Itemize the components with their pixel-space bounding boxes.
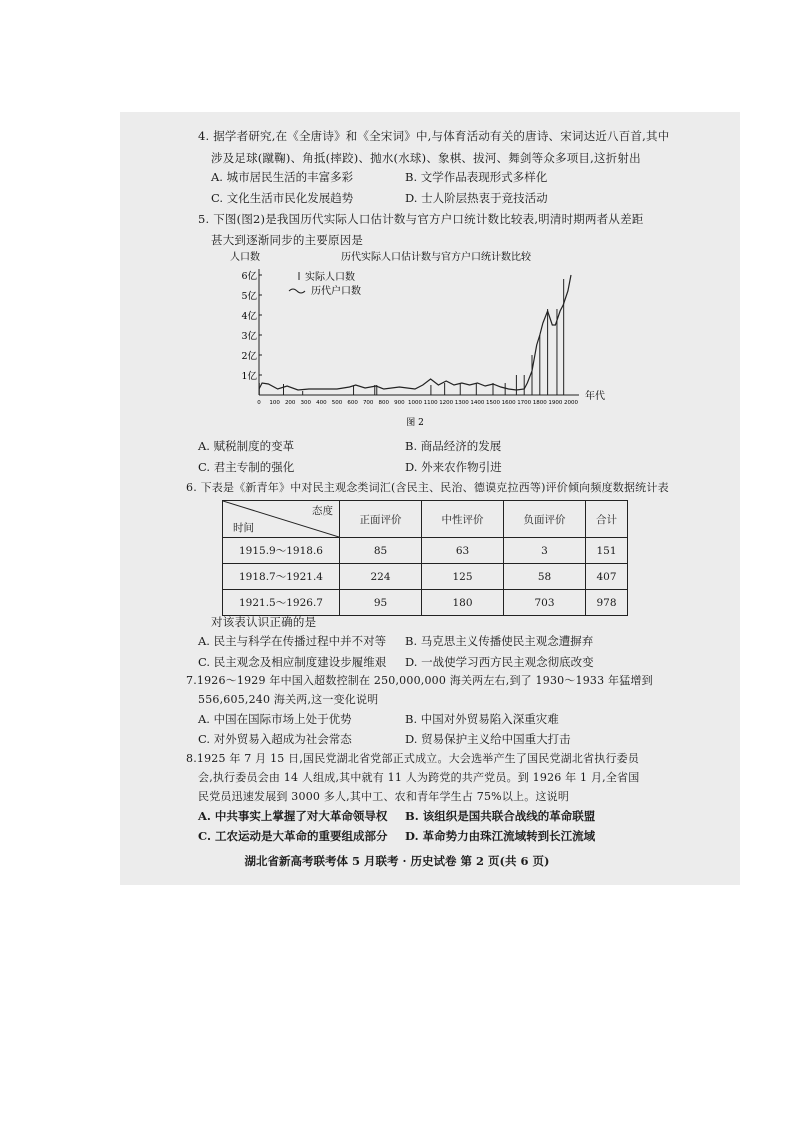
q8-line-2: 会,执行委员会由 14 人组成,其中就有 11 人为跨党的共产党员。到 1926 年 1 月,全省国 (198, 771, 640, 784)
q6-title: 6. 下表是《新青年》中对民主观念类词汇(含民主、民治、德谟克拉西等)评价倾向频度数据统计表 (186, 481, 669, 494)
q5-option-d: D. 外来农作物引进 (405, 460, 502, 474)
q8-line-1: 8.1925 年 7 月 15 日,国民党湖北省党部正式成立。大会选举产生了国民党湖北省执行委员 (186, 752, 640, 765)
chart-ytick-label: 1亿 (241, 371, 257, 382)
chart-xtick-label: 1600 (501, 400, 516, 406)
table-cell: 58 (504, 564, 586, 590)
table-cell: 224 (340, 564, 422, 590)
q7-line-2: 556,605,240 海关两,这一变化说明 (198, 693, 379, 706)
q5-option-a: A. 赋税制度的变革 (198, 439, 295, 453)
chart-xtick-label: 1700 (517, 400, 532, 406)
chart-xtick-label: 1400 (470, 400, 485, 406)
table-cell: 978 (586, 590, 628, 616)
table-row (223, 538, 628, 564)
chart-ytick-label: 6亿 (241, 271, 257, 282)
q6-option-a: A. 民主与科学在传播过程中并不对等 (198, 634, 387, 648)
table-header: 负面评价 (504, 501, 586, 538)
chart-caption: 图 2 (406, 418, 424, 428)
q7-option-b: B. 中国对外贸易陷入深重灾难 (405, 712, 559, 726)
chart-legend-line-swatch (289, 289, 305, 293)
table-corner-time: 时间 (233, 522, 254, 534)
chart-ylabel: 人口数 (230, 252, 260, 263)
chart-legend-label: 实际人口数 (305, 272, 355, 283)
page-footer: 湖北省新高考联考体 5 月联考 · 历史试卷 第 2 页(共 6 页) (244, 854, 550, 868)
q8-line-3: 民党员迅速发展到 3000 多人,其中工、农和青年学生占 75%以上。这说明 (198, 790, 570, 803)
table-cell: 180 (422, 590, 504, 616)
table-row (223, 590, 628, 616)
q4-line-1: 4. 据学者研究,在《全唐诗》和《全宋词》中,与体育活动有关的唐诗、宋词达近八百首,其中 (198, 129, 670, 143)
table-header-row (223, 501, 628, 538)
table-cell: 95 (340, 590, 422, 616)
q4-option-b: B. 文学作品表现形式多样化 (405, 170, 548, 184)
table-cell: 125 (422, 564, 504, 590)
chart-xtick-label: 0 (257, 400, 261, 406)
chart-ytick-label: 4亿 (241, 311, 257, 322)
table-header: 中性评价 (422, 501, 504, 538)
chart-xtick-label: 1000 (408, 400, 422, 406)
q8-option-b: B. 该组织是国共联合战线的革命联盟 (405, 809, 596, 823)
chart-xtick-label: 400 (316, 400, 327, 406)
chart-xtick-label: 900 (394, 400, 405, 406)
chart-xtick-label: 1200 (439, 400, 454, 406)
chart-xtick-label: 1800 (532, 400, 547, 406)
chart-xtick-label: 1900 (548, 400, 563, 406)
q7-line-1: 7.1926～1929 年中国入超数控制在 250,000,000 海关两左右,到了 1930～1933 年猛增到 (186, 674, 653, 687)
q4-option-c: C. 文化生活市民化发展趋势 (211, 191, 354, 205)
q8-option-c: C. 工农运动是大革命的重要组成部分 (198, 829, 388, 843)
q6-table (222, 500, 628, 616)
chart-xtick-label: 1100 (423, 400, 438, 406)
chart-xtick-label: 500 (331, 400, 343, 406)
table-cell: 3 (504, 538, 586, 564)
table-cell: 407 (586, 564, 628, 590)
table-cell: 85 (340, 538, 422, 564)
q5-line-2: 甚大到逐渐同步的主要原因是 (211, 233, 364, 247)
q5-option-c: C. 君主专制的强化 (198, 460, 295, 474)
table-cell: 1915.9～1918.6 (223, 538, 340, 564)
q7-option-c: C. 对外贸易入超成为社会常态 (198, 732, 352, 746)
chart-xtick-label: 800 (378, 400, 390, 406)
chart-xlabel: 年代 (585, 391, 605, 402)
q4-line-2: 涉及足球(蹴鞠)、角抵(摔跤)、抛水(水球)、象棋、拔河、舞剑等众多项目,这折射出 (211, 151, 641, 165)
table-cell: 63 (422, 538, 504, 564)
table-cell: 1921.5～1926.7 (223, 590, 340, 616)
table-cell: 151 (586, 538, 628, 564)
q8-option-a: A. 中共事实上掌握了对大革命领导权 (198, 809, 388, 823)
q4-option-d: D. 士人阶层热衷于竞技活动 (405, 191, 548, 205)
chart-xtick-label: 100 (269, 400, 280, 406)
chart-series-line-households (259, 275, 571, 390)
chart-xtick-label: 1300 (454, 400, 469, 406)
population-chart (230, 250, 630, 430)
q5-line-1: 5. 下图(图2)是我国历代实际人口估计数与官方户口统计数比较表,明清时期两者从差距 (198, 212, 644, 226)
chart-xtick-label: 700 (362, 400, 374, 406)
table-header: 正面评价 (340, 501, 422, 538)
table-header: 合计 (586, 501, 628, 538)
q8-option-d: D. 革命势力由珠江流域转到长江流域 (405, 829, 596, 843)
q6-option-b: B. 马克思主义传播使民主观念遭摒弃 (405, 634, 594, 648)
q7-option-a: A. 中国在国际市场上处于优势 (198, 712, 352, 726)
chart-ytick-label: 5亿 (241, 291, 257, 302)
chart-xtick-label: 200 (284, 400, 296, 406)
table-cell: 1918.7～1921.4 (223, 564, 340, 590)
chart-legend-label: 历代户口数 (311, 286, 361, 297)
table-row (223, 564, 628, 590)
q5-option-b: B. 商品经济的发展 (405, 439, 502, 453)
q6-option-c: C. 民主观念及相应制度建设步履维艰 (198, 655, 387, 669)
q4-option-a: A. 城市居民生活的丰富多彩 (211, 170, 354, 184)
q6-option-d: D. 一战使学习西方民主观念彻底改变 (405, 655, 594, 669)
table-corner-attitude: 态度 (312, 505, 333, 517)
table-cell: 703 (504, 590, 586, 616)
chart-ytick-label: 2亿 (241, 351, 257, 362)
chart-xtick-label: 300 (300, 400, 312, 406)
chart-xtick-label: 1500 (486, 400, 500, 406)
chart-title: 历代实际人口估计数与官方户口统计数比较 (341, 252, 531, 263)
chart-xtick-label: 600 (347, 400, 358, 406)
chart-ytick-label: 3亿 (241, 331, 257, 342)
q6-stem: 对该表认识正确的是 (211, 615, 317, 629)
q7-option-d: D. 贸易保护主义给中国重大打击 (405, 732, 571, 746)
chart-xtick-label: 2000 (564, 400, 578, 406)
